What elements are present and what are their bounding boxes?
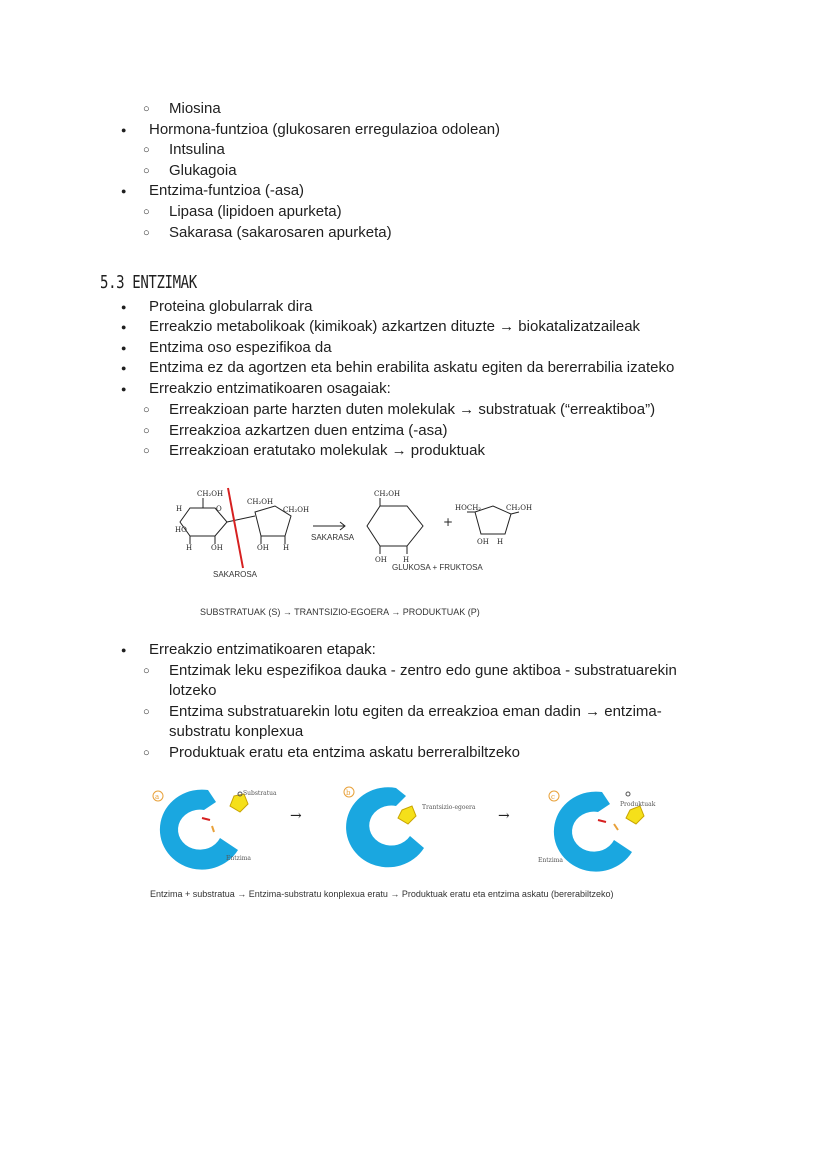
substrate-label: Substratua xyxy=(243,790,277,797)
panel-b xyxy=(344,787,476,867)
atom-label: OH xyxy=(375,556,387,564)
enzyme-mechanism-figure xyxy=(148,782,688,872)
sakarasa-label: SAKARASA xyxy=(311,533,355,542)
panel-c xyxy=(538,791,656,872)
atom-label: H xyxy=(403,556,410,564)
enzyme-label: Entzima xyxy=(538,857,564,864)
atom-label: H xyxy=(186,544,193,552)
atom-label: CH₂OH xyxy=(283,506,310,514)
products-label: GLUKOSA + FRUKTOSA xyxy=(392,563,483,572)
atom-label: HOCH₂ xyxy=(455,504,482,512)
atom-label: CH₂OH xyxy=(374,490,401,498)
atom-label: OH xyxy=(257,544,269,552)
panel-letter: c xyxy=(551,793,555,801)
figure1-caption: SUBSTRATUAK (S) → TRANTSIZIO-EGOERA → PRODUKTUAK (P) xyxy=(200,607,480,617)
panel-letter: a xyxy=(155,793,160,801)
substrate-shape xyxy=(398,806,416,824)
arrow: → xyxy=(498,808,510,824)
products-label: Produktuak xyxy=(620,801,656,808)
atom-label: HO xyxy=(175,526,187,534)
atom-label: H xyxy=(283,544,290,552)
section-title: 5.3 ENTZIMAK xyxy=(100,272,197,293)
enzyme-shape xyxy=(346,787,424,867)
plus-sign: + xyxy=(443,515,454,529)
atom-label: CH₂OH xyxy=(506,504,533,512)
cleavage-line xyxy=(228,488,243,568)
panel-letter: b xyxy=(346,789,351,797)
atom-label: OH xyxy=(477,538,489,546)
atom-label: H xyxy=(497,538,504,546)
atom-label: OH xyxy=(211,544,223,552)
atom-label: O xyxy=(216,505,222,513)
atom-label: H xyxy=(176,505,183,513)
figure2-caption: Entzima + substratua → Entzima-substratu konplexua eratu → Produktuak eratu eta entzima askatu (bererabiltzeko) xyxy=(150,889,614,899)
panel-a xyxy=(153,790,277,870)
product-shape xyxy=(626,806,644,824)
atom-label: CH₂OH xyxy=(247,498,274,506)
arrow: → xyxy=(290,808,302,824)
atom-label: CH₂OH xyxy=(197,490,224,498)
sakarosa-label: SAKAROSA xyxy=(213,570,258,579)
transition-label: Trantsizio-egoera xyxy=(422,804,476,811)
enzyme-label: Entzima xyxy=(226,855,252,862)
product-glucose-ring xyxy=(367,506,423,546)
